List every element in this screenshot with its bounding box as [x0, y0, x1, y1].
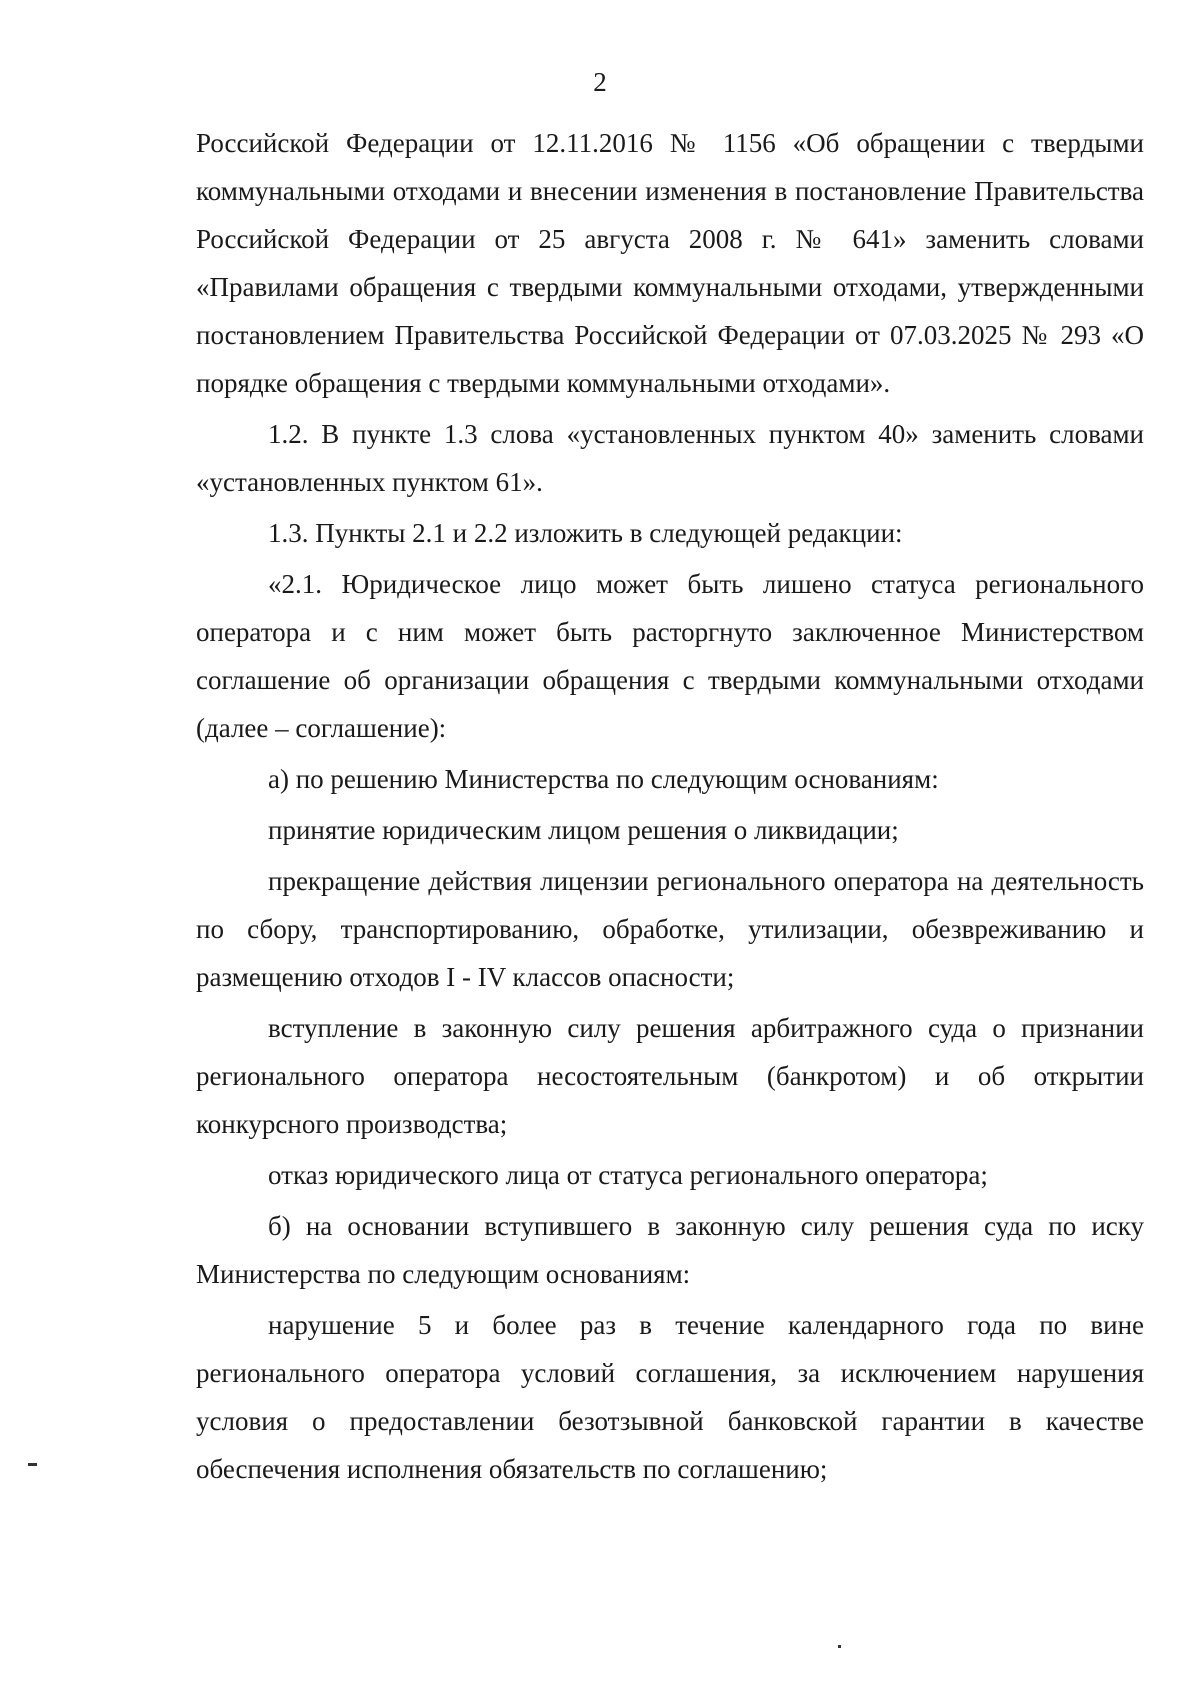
- page-number: 2: [593, 67, 607, 97]
- paragraph-ground-refusal: отказ юридического лица от статуса регионального оператора;: [268, 1160, 988, 1190]
- paragraph-item-1-2: 1.2. В пункте 1.3 слова «установленных пунктом 40» заменить словами «установленных пунктом 61».: [196, 419, 1144, 497]
- paragraph-continuation: Российской Федерации от 12.11.2016 № 1156 «Об обращении с твердыми коммунальными отходами и внесении изменения в постановление Правительства Российской Федерации от 25 августа 2008 г. № 641» заменить словами «Правилами обращения с твердыми коммунальными отходами, утвержденными постановлением Правительства Российской Федерации от 07.03.2025 № 293 «О порядке обращения с твердыми коммунальными отходами».: [196, 128, 1144, 398]
- scan-artifact-mark: [28, 1463, 37, 1466]
- paragraph-item-2-1: «2.1. Юридическое лицо может быть лишено статуса регионального оператора и с ним может быть расторгнуто заключенное Министерством соглашение об организации обращения с твердыми коммунальными отходами (далее – соглашение):: [196, 569, 1144, 743]
- paragraph-ground-liquidation: принятие юридическим лицом решения о ликвидации;: [268, 815, 899, 845]
- scan-artifact-dot: [838, 1645, 841, 1648]
- paragraph-ground-bankruptcy: вступление в законную силу решения арбитражного суда о признании регионального оператора несостоятельным (банкротом) и об открытии конкурсного производства;: [196, 1013, 1144, 1139]
- paragraph-ground-license: прекращение действия лицензии регионального оператора на деятельность по сбору, транспортированию, обработке, утилизации, обезвреживанию и размещению отходов I - IV классов опасности;: [196, 866, 1144, 992]
- document-body: [196, 119, 1144, 1493]
- paragraph-ground-violation: нарушение 5 и более раз в течение календарного года по вине регионального оператора условий соглашения, за исключением нарушения условия о предоставлении безотзывной банковской гарантии в качестве обеспечения исполнения обязательств по соглашению;: [196, 1310, 1144, 1484]
- paragraph-item-1-3: 1.3. Пункты 2.1 и 2.2 изложить в следующей редакции:: [268, 518, 903, 548]
- paragraph-subitem-b: б) на основании вступившего в законную силу решения суда по иску Министерства по следующим основаниям:: [196, 1211, 1144, 1289]
- paragraph-subitem-a: а) по решению Министерства по следующим основаниям:: [268, 764, 939, 794]
